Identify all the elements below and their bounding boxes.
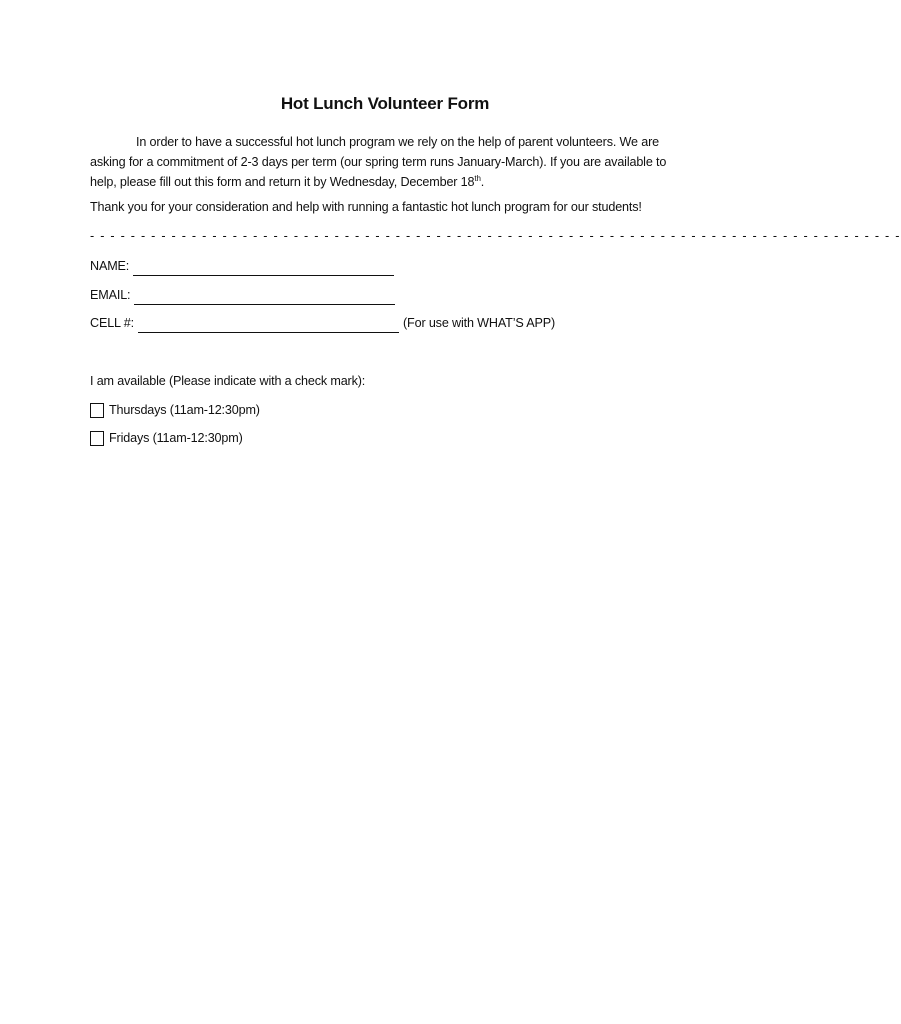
email-field-row (90, 285, 399, 305)
cell-label: CELL #: (90, 316, 134, 330)
intro-text: In order to have a successful hot lunch program we rely on the help of parent volunteers. We are asking for a commitment of 2-3 days per term (our spring term runs January-March). If you are available to help, please fill out this form and return it by Wednesday, December 18 (90, 135, 667, 189)
cell-field[interactable] (138, 317, 399, 333)
page-title: Hot Lunch Volunteer Form (280, 94, 490, 113)
fridays-checkbox[interactable] (90, 431, 104, 446)
intro-paragraph (90, 132, 690, 192)
availability-label: I am available (Please indicate with a check mark): (90, 374, 366, 388)
email-field[interactable] (134, 289, 395, 305)
fridays-label: Fridays (11am-12:30pm) (109, 431, 243, 445)
thursdays-checkbox[interactable] (90, 403, 104, 418)
cell-note: (For use with WHAT’S APP) (403, 316, 556, 330)
name-label: NAME: (90, 259, 130, 273)
date-ordinal-suffix: th (474, 174, 481, 183)
option-thursdays[interactable] (90, 400, 260, 420)
thursdays-label: Thursdays (11am-12:30pm) (109, 403, 260, 417)
email-label: EMAIL: (90, 288, 131, 302)
intro-period: . (480, 175, 485, 189)
name-field-row (90, 256, 398, 276)
cell-field-row (90, 313, 555, 333)
name-field[interactable] (133, 260, 394, 276)
thanks-paragraph: Thank you for your consideration and help with running a fantastic hot lunch program for our students! (90, 200, 642, 214)
cut-line-separator: - - - - - - - - - - - - - - - - - - - - - - - - - - - - - - - - - - - - - - - - - - - - - - - - - - - - - - - - - - - - - - - - - - - - - - - - - - - - - - - - (90, 229, 901, 243)
option-fridays[interactable] (90, 428, 243, 448)
